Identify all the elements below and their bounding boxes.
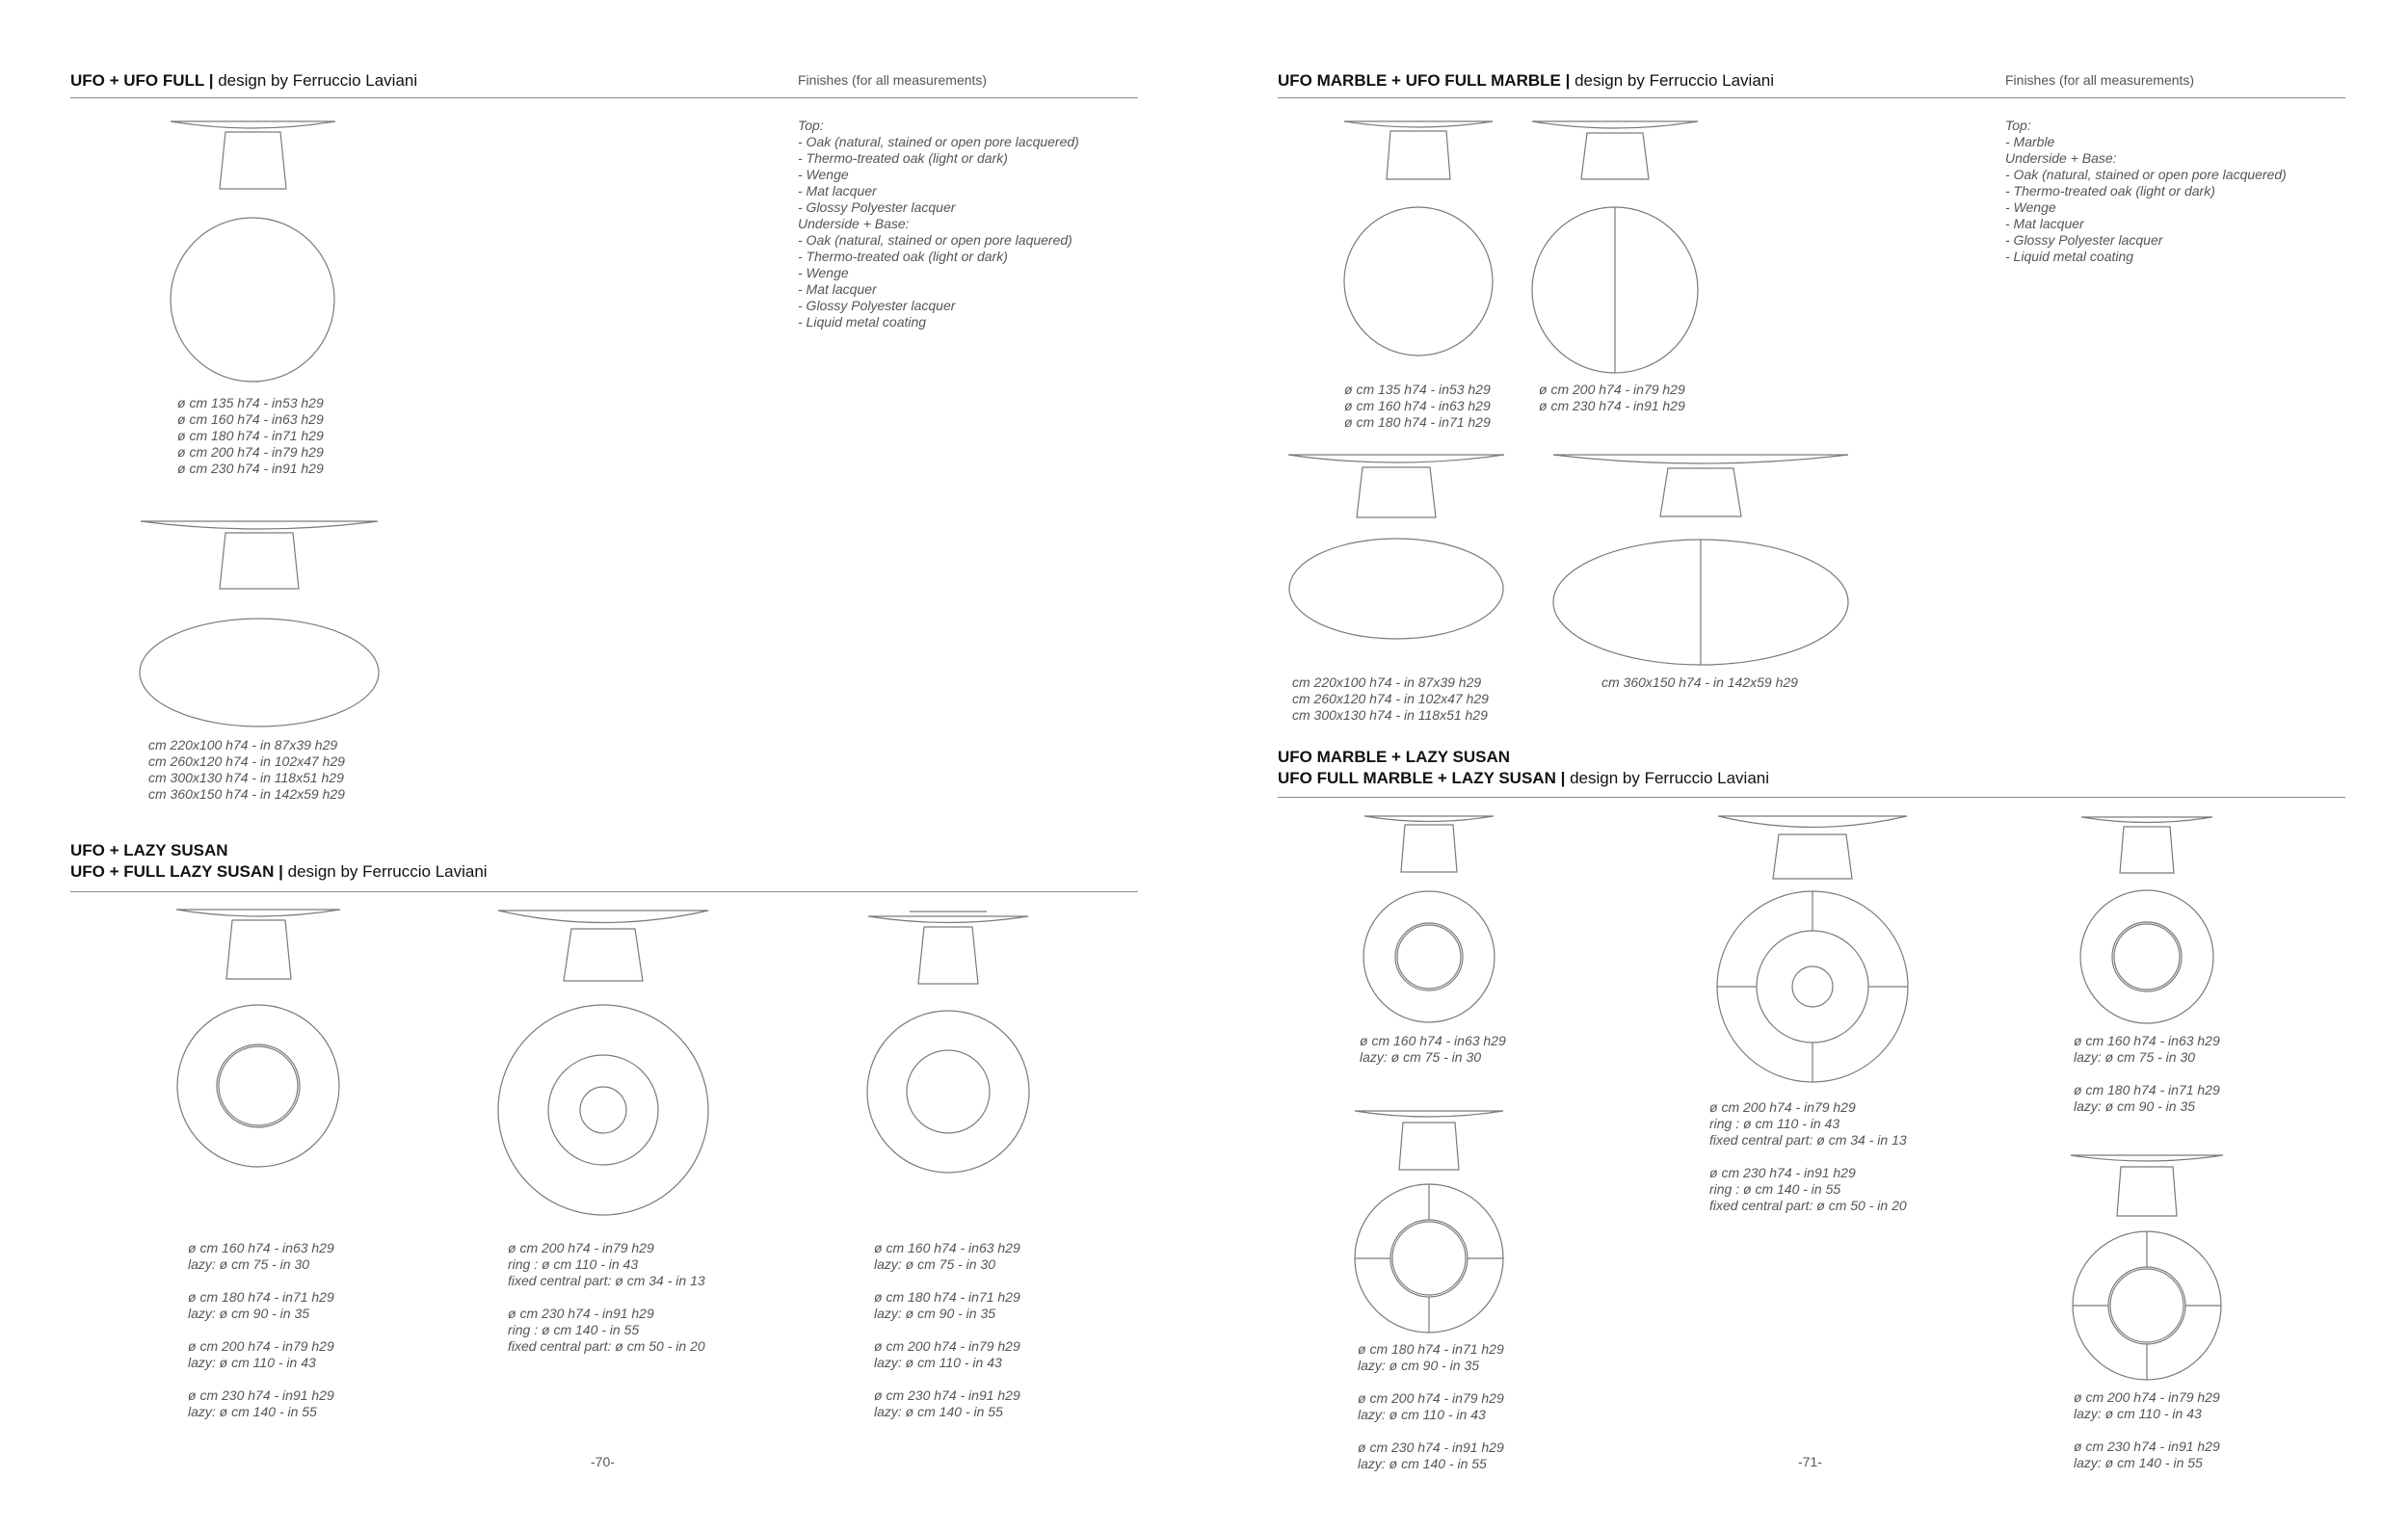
spec-line: ø cm 230 h74 - in91 h29 [177,461,324,476]
marble-lazy-b1-elevation-drawing [1718,816,1907,879]
marble-lazy-c1-elevation-drawing [2081,817,2212,873]
spec-line: ø cm 160 h74 - in63 h29 [874,1240,1020,1255]
page-number-left: -70- [591,1454,615,1469]
spec-line: lazy: ø cm 110 - in 43 [188,1355,316,1370]
marble-lazy-a1-elevation-drawing [1364,816,1494,872]
spec-line: ø cm 180 h74 - in71 h29 [177,428,324,443]
spec-line: - Oak (natural, stained or open pore lacquered) [2005,167,2287,182]
spec-line: lazy: ø cm 90 - in 35 [874,1306,996,1321]
spec-line: - Thermo-treated oak (light or dark) [2005,183,2215,198]
spec-line: ø cm 160 h74 - in63 h29 [177,411,324,427]
spec-line: - Wenge [798,265,849,280]
marble-lazy-a2-elevation-drawing [1355,1111,1503,1170]
spec-line: lazy: ø cm 140 - in 55 [2074,1455,2203,1470]
spec-line: lazy: ø cm 90 - in 35 [1358,1358,1480,1373]
spec-line: Top: [798,118,824,133]
spec-line: lazy: ø cm 75 - in 30 [1360,1049,1482,1065]
spec-line: - Thermo-treated oak (light or dark) [798,150,1008,166]
ufo-full-marble-lazy-susan-title: UFO FULL MARBLE + LAZY SUSAN | design by Ferruccio Laviani [1278,769,1770,787]
spec-line: Underside + Base: [798,216,910,231]
marble-lazy-c2-elevation-drawing [2071,1155,2223,1216]
lazy-susan-3-plan-drawing [867,1011,1029,1173]
spec-line: ø cm 200 h74 - in79 h29 [508,1240,654,1255]
finishes-title-left: Finishes (for all measurements) [798,72,988,88]
spec-line: lazy: ø cm 90 - in 35 [188,1306,310,1321]
spec-line: - Wenge [798,167,849,182]
spec-line: lazy: ø cm 140 - in 55 [188,1404,317,1419]
spec-line: fixed central part: ø cm 34 - in 13 [508,1273,705,1288]
spec-line: lazy: ø cm 110 - in 43 [2074,1406,2202,1421]
spec-line: ø cm 160 h74 - in63 h29 [2074,1033,2220,1048]
marble-lazy-b1-plan-drawing [1717,891,1908,1082]
ufo-round-elevation-drawing [171,121,335,189]
spec-line: ø cm 160 h74 - in63 h29 [1360,1033,1506,1048]
marble-lazy-c2-plan-drawing [2073,1231,2221,1380]
marble-round-plan-drawing-a [1344,207,1493,356]
spec-line: - Wenge [2005,199,2056,215]
marble-lazy-a1-plan-drawing [1363,891,1495,1022]
spec-line: ø cm 230 h74 - in91 h29 [508,1306,654,1321]
spec-line: lazy: ø cm 110 - in 43 [1358,1407,1486,1422]
spec-line: Top: [2005,118,2031,133]
spec-line: ø cm 230 h74 - in91 h29 [2074,1439,2220,1454]
spec-line: - Oak (natural, stained or open pore lacquered) [798,134,1079,149]
spec-line: ø cm 200 h74 - in79 h29 [1358,1390,1504,1406]
spec-line: - Liquid metal coating [798,314,927,330]
ufo-section-title: UFO + UFO FULL | design by Ferruccio Laviani [70,71,418,90]
spec-line: - Mat lacquer [2005,216,2084,231]
spec-line: cm 360x150 h74 - in 142x59 h29 [1601,674,1798,690]
spec-line: ø cm 200 h74 - in79 h29 [1539,382,1685,397]
spec-line: ø cm 230 h74 - in91 h29 [1709,1165,1856,1180]
spec-line: lazy: ø cm 140 - in 55 [874,1404,1003,1419]
spec-line: ø cm 200 h74 - in79 h29 [177,444,324,460]
spec-line: ø cm 230 h74 - in91 h29 [1539,398,1685,413]
spec-line: - Mat lacquer [798,281,877,297]
ufo-full-lazy-susan-title: UFO + FULL LAZY SUSAN | design by Ferruccio Laviani [70,862,488,881]
lazy-susan-2-elevation-drawing [498,911,708,981]
marble-round-plan-drawing-b [1532,207,1698,373]
spec-line: cm 300x130 h74 - in 118x51 h29 [148,770,344,785]
spec-line: lazy: ø cm 75 - in 30 [874,1256,996,1272]
spec-line: ø cm 230 h74 - in91 h29 [188,1387,334,1403]
spec-line: - Oak (natural, stained or open pore laquered) [798,232,1072,248]
spec-line: ø cm 180 h74 - in71 h29 [1344,414,1491,430]
spec-line: ø cm 180 h74 - in71 h29 [1358,1341,1504,1357]
spec-line: ø cm 230 h74 - in91 h29 [1358,1440,1504,1455]
spec-line: cm 360x150 h74 - in 142x59 h29 [148,786,345,802]
spec-line: ring : ø cm 140 - in 55 [508,1322,640,1337]
lazy-susan-3-elevation-drawing [868,911,1028,984]
spec-line: - Glossy Polyester lacquer [798,199,956,215]
spec-line: ø cm 160 h74 - in63 h29 [188,1240,334,1255]
spec-line: cm 220x100 h74 - in 87x39 h29 [1292,674,1482,690]
ufo-marble-section-title: UFO MARBLE + UFO FULL MARBLE | design by Ferruccio Laviani [1278,71,1775,90]
lazy-susan-1-elevation-drawing [176,910,340,979]
page-number-right: -71- [1798,1454,1822,1469]
marble-oval-plan-drawing-b [1553,540,1848,665]
spec-line: - Glossy Polyester lacquer [2005,232,2163,248]
spec-line: ø cm 160 h74 - in63 h29 [1344,398,1491,413]
spec-line: ring : ø cm 110 - in 43 [1709,1116,1840,1131]
spec-line: ø cm 180 h74 - in71 h29 [2074,1082,2220,1097]
spec-line: cm 220x100 h74 - in 87x39 h29 [148,737,338,753]
spec-line: ø cm 200 h74 - in79 h29 [874,1338,1020,1354]
ufo-lazy-susan-title: UFO + LAZY SUSAN [70,841,228,859]
spec-line: ø cm 200 h74 - in79 h29 [188,1338,334,1354]
spec-line: ø cm 180 h74 - in71 h29 [188,1289,334,1305]
spec-line: - Liquid metal coating [2005,249,2134,264]
spec-line: ø cm 135 h74 - in53 h29 [1344,382,1491,397]
lazy-susan-1-plan-drawing [177,1005,339,1167]
ufo-oval-plan-drawing [140,619,379,726]
ufo-round-plan-drawing [171,218,334,382]
lazy-susan-2-plan-drawing [498,1005,708,1215]
marble-oval-elevation-drawing-a [1288,455,1504,517]
spec-line: lazy: ø cm 75 - in 30 [2074,1049,2196,1065]
ufo-marble-lazy-susan-title: UFO MARBLE + LAZY SUSAN [1278,748,1511,766]
spec-line: lazy: ø cm 140 - in 55 [1358,1456,1487,1471]
spec-line: ø cm 180 h74 - in71 h29 [874,1289,1020,1305]
spec-line: ring : ø cm 140 - in 55 [1709,1181,1841,1197]
spec-line: Underside + Base: [2005,150,2117,166]
spec-line: - Thermo-treated oak (light or dark) [798,249,1008,264]
spec-line: - Glossy Polyester lacquer [798,298,956,313]
spec-line: - Marble [2005,134,2055,149]
spec-line: cm 260x120 h74 - in 102x47 h29 [148,753,345,769]
spec-line: ring : ø cm 110 - in 43 [508,1256,639,1272]
spec-line: cm 260x120 h74 - in 102x47 h29 [1292,691,1489,706]
finishes-title-right: Finishes (for all measurements) [2005,72,2195,88]
spec-line: ø cm 200 h74 - in79 h29 [2074,1389,2220,1405]
spec-line: lazy: ø cm 110 - in 43 [874,1355,1002,1370]
spec-line: lazy: ø cm 75 - in 30 [188,1256,310,1272]
marble-oval-plan-drawing-a [1289,539,1503,639]
spec-line: ø cm 200 h74 - in79 h29 [1709,1099,1856,1115]
marble-round-elevation-drawing-b [1532,121,1698,179]
marble-lazy-c1-plan-drawing [2080,890,2213,1023]
spec-line: ø cm 135 h74 - in53 h29 [177,395,324,410]
spec-line: fixed central part: ø cm 34 - in 13 [1709,1132,1907,1148]
spec-line: lazy: ø cm 90 - in 35 [2074,1098,2196,1114]
ufo-oval-elevation-drawing [141,521,378,589]
spec-line: - Mat lacquer [798,183,877,198]
spec-line: cm 300x130 h74 - in 118x51 h29 [1292,707,1488,723]
spec-line: fixed central part: ø cm 50 - in 20 [508,1338,705,1354]
spec-line: fixed central part: ø cm 50 - in 20 [1709,1198,1907,1213]
spec-line: ø cm 230 h74 - in91 h29 [874,1387,1020,1403]
marble-oval-elevation-drawing-b [1553,455,1848,516]
marble-lazy-a2-plan-drawing [1355,1184,1503,1333]
marble-round-elevation-drawing-a [1344,121,1493,179]
